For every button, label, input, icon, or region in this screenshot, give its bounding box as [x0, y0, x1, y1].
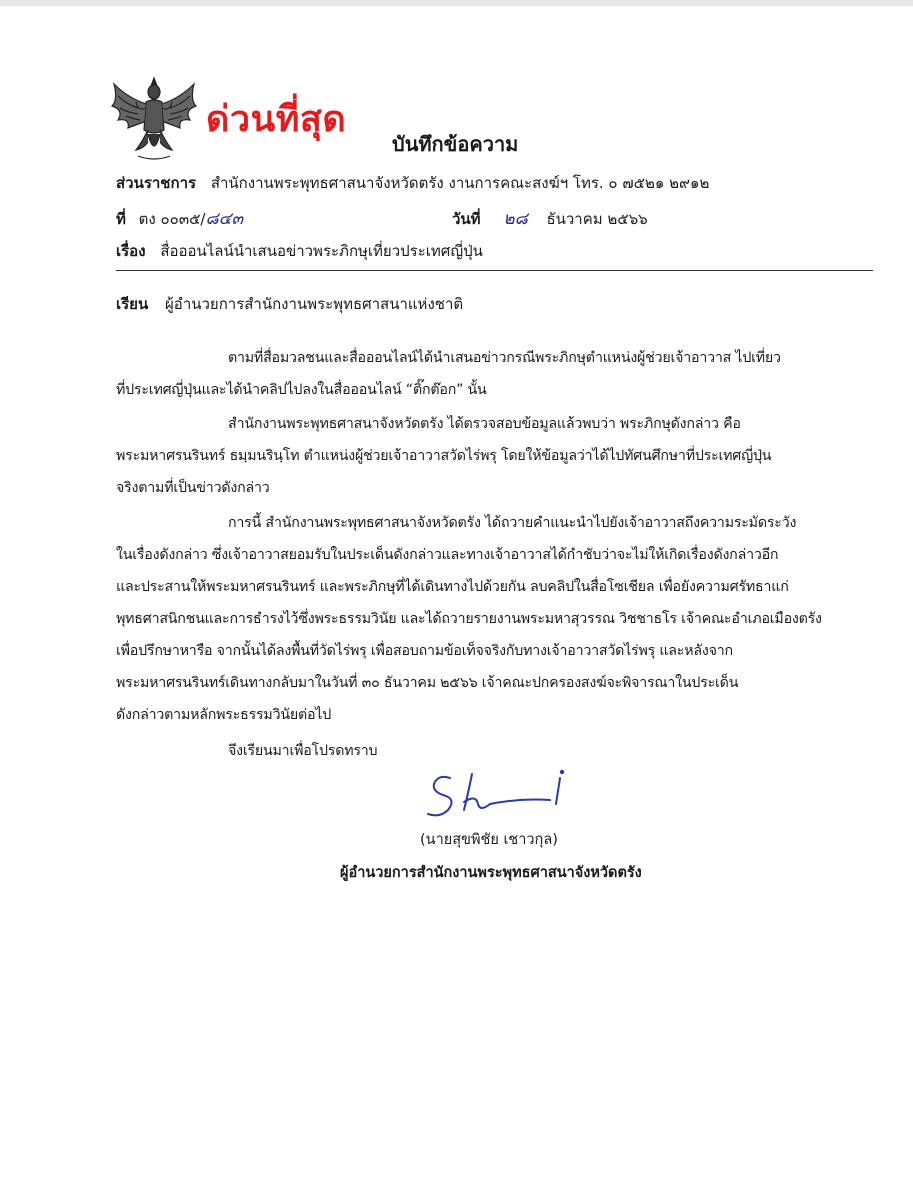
signer-name: (นายสุขพิชัย เชาวกุล)	[420, 832, 558, 848]
body-line: สำนักงานพระพุทธศาสนาจังหวัดตรัง ได้ตรวจสอบข้อมูลแล้วพบว่า พระภิกษุดังกล่าว คือ	[228, 416, 741, 432]
body-line: ตามที่สื่อมวลชนและสื่อออนไลน์ได้นำเสนอข่าวกรณีพระภิกษุตำแหน่งผู้ช่วยเจ้าอาวาส ไปเที่ยว	[228, 350, 781, 366]
reference-number-handwritten: ๘๔๓	[205, 209, 244, 229]
subject-label: เรื่อง	[116, 242, 146, 260]
recipient-text: ผู้อำนวยการสำนักงานพระพุทธศาสนาแห่งชาติ	[165, 295, 464, 313]
body-line: และประสานให้พระมหาศรนรินทร์ และพระภิกษุที่ได้เดินทางไปด้วยกัน ลบคลิปในสื่อโซเชียล เพื่อยังความศรัทธาแก่	[116, 579, 789, 595]
date-label: วันที่	[452, 210, 481, 228]
body-line: ที่ประเทศญี่ปุ่นและได้นำคลิปไปลงในสื่อออนไลน์ “ติ๊กต๊อก” นั้น	[116, 382, 487, 398]
date-month-year: ธันวาคม ๒๕๖๖	[546, 210, 648, 228]
memo-page	[0, 6, 913, 1200]
body-line: การนี้ สำนักงานพระพุทธศาสนาจังหวัดตรัง ได้ถวายคำแนะนำไปยังเจ้าอาวาสถึงความระมัดระวัง	[228, 515, 797, 531]
body-line: พระมหาศรนรินทร์ ธมฺมนรินฺโท ตำแหน่งผู้ช่วยเจ้าอาวาสวัดไร่พรุ โดยให้ข้อมูลว่าได้ไปทัศนศึกษาที่ประเทศญี่ปุ่น	[116, 448, 772, 464]
signer-position: ผู้อำนวยการสำนักงานพระพุทธศาสนาจังหวัดตรัง	[340, 865, 642, 881]
body-line: พระมหาศรนรินทร์เดินทางกลับมาในวันที่ ๓๐ ธันวาคม ๒๕๖๖ เจ้าคณะปกครองสงฆ์จะพิจารณาในประเด็น	[116, 675, 739, 691]
body-line: ดังกล่าวตามหลักพระธรรมวินัยต่อไป	[116, 707, 332, 723]
date-day-handwritten: ๒๘	[503, 209, 528, 229]
body-line: เพื่อปรึกษาหารือ จากนั้นได้ลงพื้นที่วัดไร่พรุ เพื่อสอบถามข้อเท็จจริงกับทางเจ้าอาวาสวัดไร่พรุ และหลังจาก	[116, 643, 733, 659]
reference-row	[116, 205, 243, 232]
header-divider	[116, 270, 873, 271]
body-line: พุทธศาสนิกชนและการธำรงไว้ซึ่งพระธรรมวินัย และได้ถวายรายงานพระมหาสุวรรณ วิชชาธโร เจ้าคณะอำเภอเมืองตรัง	[116, 611, 822, 627]
subject-row	[116, 239, 483, 263]
urgency-stamp: ด่วนที่สุด	[206, 99, 347, 140]
closing-text: จึงเรียนมาเพื่อโปรดทราบ	[228, 743, 378, 759]
department-text: สำนักงานพระพุทธศาสนาจังหวัดตรัง งานการคณะสงฆ์ฯ โทร. ๐ ๗๕๒๑ ๒๙๑๒	[210, 174, 710, 192]
signature-image	[420, 764, 580, 834]
recipient-label: เรียน	[116, 295, 149, 313]
reference-prefix: ตง ๐๐๓๕/	[138, 210, 206, 228]
body-line: ในเรื่องดังกล่าว ซึ่งเจ้าอาวาสยอมรับในประเด็นดังกล่าวและทางเจ้าอาวาสได้กำชับว่าจะไม่ให้เกิดเรื่องดังกล่าวอีก	[116, 547, 779, 563]
body-line: จริงตามที่เป็นข่าวดังกล่าว	[116, 480, 270, 496]
recipient-row	[116, 292, 463, 316]
date-row	[452, 205, 648, 232]
subject-text: สื่อออนไลน์นำเสนอข่าวพระภิกษุเที่ยวประเทศญี่ปุ่น	[160, 242, 483, 260]
memo-title: บันทึกข้อความ	[392, 132, 519, 156]
department-row	[116, 171, 709, 195]
reference-label: ที่	[116, 210, 126, 228]
garuda-emblem-icon	[108, 72, 200, 164]
department-label: ส่วนราชการ	[116, 174, 197, 192]
